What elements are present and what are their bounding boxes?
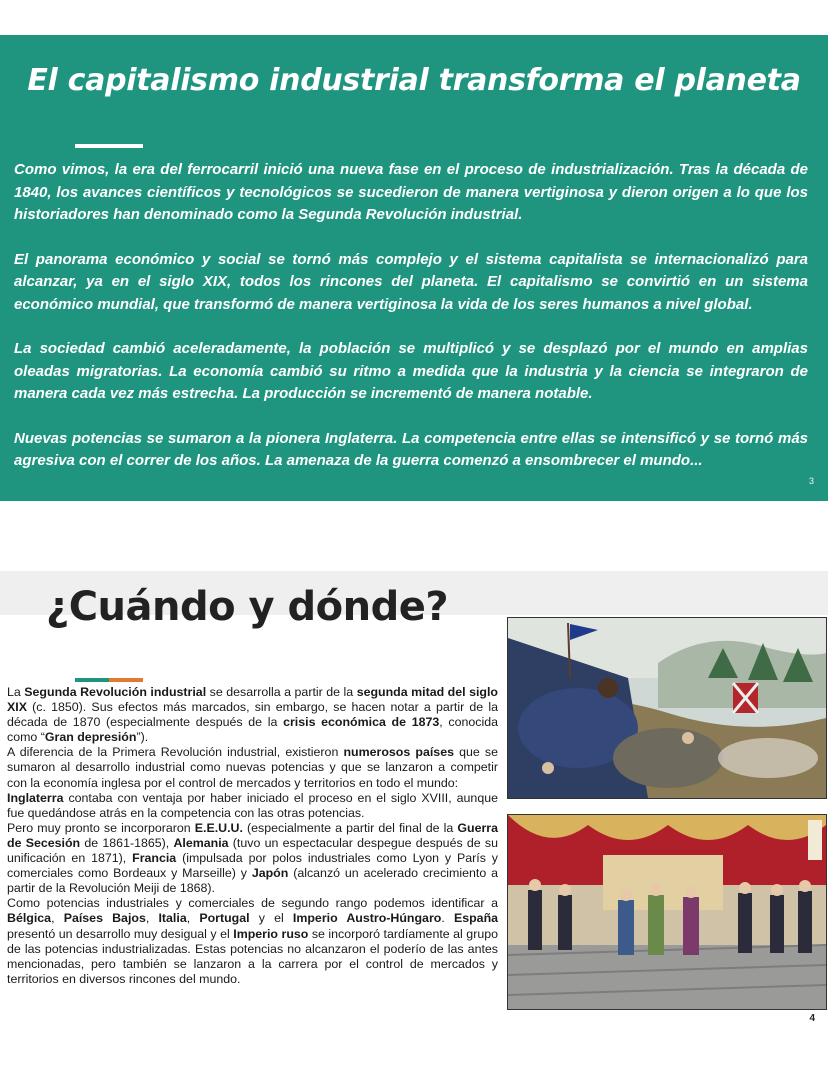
text: , xyxy=(186,911,200,926)
text: (especialmente a partir del final de la xyxy=(242,820,458,835)
paragraph xyxy=(7,791,498,821)
slide-4-body xyxy=(7,685,498,987)
bold-text: Inglaterra xyxy=(7,790,64,805)
slide-3 xyxy=(0,35,828,501)
text: Pero muy pronto se incorporaron xyxy=(7,820,195,835)
bold-text: Italia xyxy=(158,911,187,926)
paragraph xyxy=(7,821,498,896)
text: La xyxy=(7,685,25,699)
text: se desarrolla a partir de la xyxy=(206,685,357,699)
text: ”). xyxy=(136,730,149,745)
bold-text: Portugal xyxy=(199,911,250,926)
text: de 1861-1865), xyxy=(80,835,174,850)
paragraph: Nuevas potencias se sumaron a la pionera Inglaterra. La competencia entre ellas se intensificó y se tornó más agresiva con el correr de los años. La amenaza de la guerra comenzó a ensombrecer el mundo... xyxy=(14,429,808,469)
paragraph: El panorama económico y social se tornó más complejo y el sistema capitalista se internacionalizó para alcanzar, ya en el siglo XIX, todos los rincones del planeta. El capitalismo se convirtió en un sistema económico mundial, que transformó de manera vertiginosa la vida de los seres humanos a nivel global. xyxy=(14,250,808,313)
bold-text: Imperio ruso xyxy=(233,926,309,941)
text: que se sumaron al desarrollo industrial como nuevas potencias y que se lanzaron a competir con la economía inglesa por el control de mercados y territorios en todo el mundo: xyxy=(7,745,498,790)
slide-3-title: El capitalismo industrial transforma el planeta xyxy=(27,63,801,98)
text: A diferencia de la Primera Revolución industrial, existieron xyxy=(7,745,344,760)
bold-text: segunda mitad del siglo XIX xyxy=(7,685,498,715)
bold-text: Bélgica xyxy=(7,911,52,926)
paragraph xyxy=(7,685,498,745)
bold-text: Alemania xyxy=(173,835,229,850)
bold-text: Guerra de Secesión xyxy=(7,820,498,850)
bold-text: numerosos países xyxy=(343,745,454,760)
slide-3-body xyxy=(14,159,808,495)
page-number: 4 xyxy=(809,1013,815,1024)
text: se incorporó tardíamente al grupo de las potencias industrializadas. Estas potencias no alcanzaron el poderío de las antes mencionadas, pero también se lanzaron a la carrera por el control de mercados y territorios en diversos rincones del mundo. xyxy=(7,926,498,986)
text: contaba con ventaja por haber iniciado el proceso en el siglo XVIII, aunque fue quedándose atrás en la competencia con las otras potencias. xyxy=(7,790,498,820)
text: y el xyxy=(249,911,293,926)
paragraph xyxy=(7,896,498,987)
text: , conocida como “ xyxy=(7,715,498,745)
text: presentó un desarrollo muy desigual y el xyxy=(7,926,234,941)
bold-text: Japón xyxy=(251,866,289,881)
paragraph: Como vimos, la era del ferrocarril inició una nueva fase en el proceso de industrialización. Tras la década de 1840, los avances científicos y tecnológicos se sucedieron de manera vertiginosa y dieron origen a lo que los historiadores han denominado como la Segunda Revolución industrial. xyxy=(14,161,808,223)
text: (alcanzó un acelerado crecimiento a partir de la Revolución Meiji de 1868). xyxy=(7,866,498,896)
meiji-court-illustration xyxy=(507,814,827,1010)
slide-4 xyxy=(0,571,828,1071)
text: (impulsada por polos industriales como Lyon y París y comerciales como Bordeaux y Marseille) y xyxy=(7,851,498,881)
text: . xyxy=(441,911,454,926)
bold-text: Gran depresión xyxy=(44,730,137,745)
civil-war-battle-illustration xyxy=(507,617,827,799)
paragraph: La sociedad cambió aceleradamente, la población se multiplicó y se desplazó por el mundo en amplias oleadas migratorias. La economía cambió su ritmo a medida que la industria y la ciencia se integraron de manera cada vez más estrecha. La producción se incrementó de manera notable. xyxy=(14,340,808,402)
text: (tuvo un espectacular despegue después de su unificación en 1871), xyxy=(7,835,499,866)
title-accent-bar xyxy=(75,678,143,682)
title-underline xyxy=(75,144,143,148)
bold-text: España xyxy=(453,911,499,926)
bold-text: crisis económica de 1873 xyxy=(283,715,440,730)
bold-text: Segunda Revolución industrial xyxy=(24,685,207,699)
text: , xyxy=(145,911,159,926)
bold-text: Imperio Austro-Húngaro xyxy=(292,911,442,926)
bold-text: E.E.U.U. xyxy=(194,820,243,835)
text: , xyxy=(51,911,64,926)
page-number: 3 xyxy=(808,476,814,486)
text: Como potencias industriales y comerciales de segundo rango podemos identificar a xyxy=(7,896,498,911)
bold-text: Francia xyxy=(132,851,177,866)
text: (c. 1850). Sus efectos más marcados, sin embargo, se hacen notar a partir de la década de 1870 (especialmente después de la xyxy=(7,700,498,730)
bold-text: Países Bajos xyxy=(63,911,146,926)
slide-4-title: ¿Cuándo y dónde? xyxy=(46,584,449,630)
paragraph xyxy=(7,745,498,790)
